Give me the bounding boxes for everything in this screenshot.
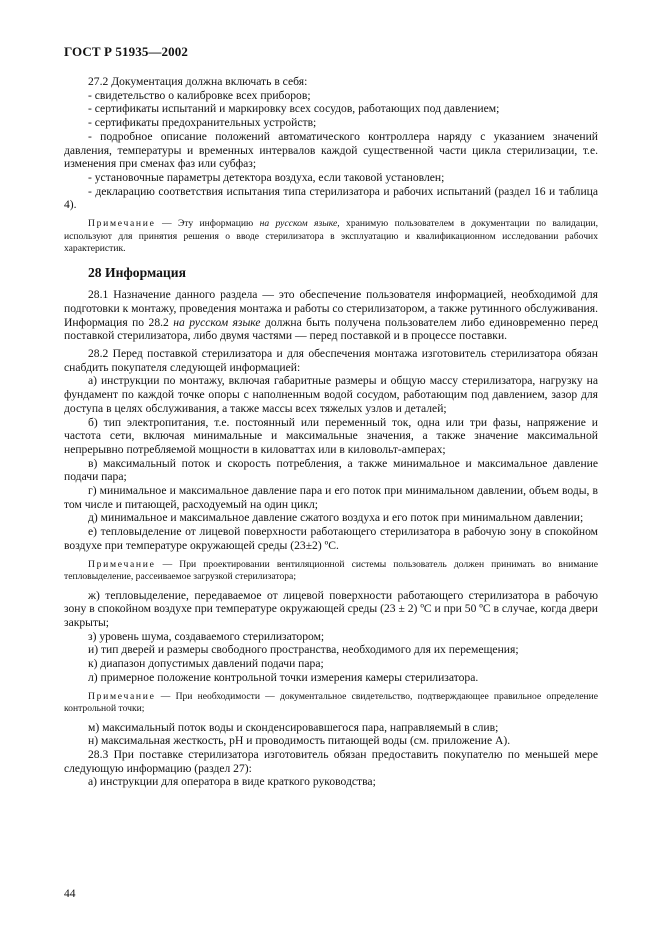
paragraph-27-2-intro: 27.2 Документация должна включать в себя: bbox=[88, 75, 308, 88]
note-text: При проектировании вентиляционной системы пользователь должен принимать во внимание тепловыделение, рассеиваемое загрузкой стерилизатора; bbox=[64, 558, 599, 583]
note-label: Примечание bbox=[88, 218, 156, 230]
paragraph-28-1-pre: 28.1 Назначение данного раздела — это обеспечение пользователя информацией, необходимой для подготовки к монтажу, проведения монтажа и работы со стерилизатором, а также рутинного обслуживания. Информация по 28.2 bbox=[64, 288, 598, 329]
note-27-2 bbox=[64, 218, 598, 256]
list-item: - сертификаты предохранительных устройств; bbox=[88, 116, 317, 130]
note-28-2-control-point bbox=[64, 691, 598, 716]
standard-header: ГОСТ Р 51935—2002 bbox=[64, 44, 188, 59]
list-item: е) тепловыделение от лицевой поверхности работающего стерилизатора в рабочую зону в спокойном воздухе при температуре окружающей среды (23±2) ºС. bbox=[64, 525, 598, 552]
note-label: Примечание bbox=[88, 558, 156, 570]
paragraph-28-1-post: должна быть получена пользователем либо единовременно перед поставкой стерилизатора, либо двумя частями — перед поставкой и в процессе поставки. bbox=[64, 315, 598, 343]
note-text: При необходимости — документальное свидетельство, подтверждающее правильное определение контрольной точки; bbox=[64, 690, 599, 715]
list-item: л) примерное положение контрольной точки измерения камеры стерилизатора. bbox=[88, 670, 479, 684]
note-text-italic: на русском языке, bbox=[259, 218, 340, 230]
page-body bbox=[64, 75, 598, 789]
list-item: - установочные параметры детектора воздуха, если таковой установлен; bbox=[88, 170, 445, 184]
list-item: д) минимальное и максимальное давление сжатого воздуха и его поток при минимальном давлении; bbox=[88, 511, 584, 525]
paragraph-28-3: 28.3 При поставке стерилизатора изготовитель обязан предоставить покупателю по меньшей мере следующую информацию (раздел 27): bbox=[64, 747, 598, 775]
list-item: к) диапазон допустимых давлений подачи пара; bbox=[88, 657, 324, 671]
list-item: ж) тепловыделение, передаваемое от лицевой поверхности работающего стерилизатора в рабочую зону в спокойном воздухе при температуре окружающей среды (23 ± 2) ºС и при 50 ºС в случае, когда двери закрыты; bbox=[64, 588, 598, 629]
paragraph-28-1-italic: на русском языке bbox=[173, 315, 261, 329]
list-item: з) уровень шума, создаваемого стерилизатором; bbox=[88, 629, 325, 643]
page-number: 44 bbox=[64, 888, 76, 900]
list-item: - свидетельство о калибровке всех приборов; bbox=[88, 88, 311, 102]
list-item: м) максимальный поток воды и сконденсировавшегося пара, направляемый в слив; bbox=[88, 720, 499, 734]
list-item: и) тип дверей и размеры свободного пространства, необходимого для их перемещения; bbox=[88, 643, 519, 657]
list-item: - сертификаты испытаний и маркировку всех сосудов, работающих под давлением; bbox=[88, 102, 500, 116]
list-item: б) тип электропитания, т.е. постоянный или переменный ток, одна или три фазы, напряжение и частота сети, включая минимальные и максимальные значения, а также значение максимальной непрерывно потребляемой мощности в киловаттах или в киловольт-амперах; bbox=[64, 415, 598, 456]
list-item: г) минимальное и максимальное давление пара и его поток при минимальном давлении, объем воды, в том числе и питающей, расходуемый на один цикл; bbox=[64, 484, 598, 511]
section-heading-28: 28 Информация bbox=[88, 264, 186, 280]
note-dash: — bbox=[155, 690, 176, 702]
paragraph-28-1 bbox=[64, 288, 598, 343]
list-item: - декларацию соответствия испытания типа стерилизатора и рабочих испытаний (раздел 16 и таблица 4). bbox=[64, 184, 598, 212]
list-item: а) инструкции для оператора в виде краткого руководства; bbox=[88, 775, 376, 789]
note-28-2-ventilation bbox=[64, 559, 598, 584]
note-dash: — bbox=[155, 558, 180, 570]
note-label: Примечание bbox=[88, 690, 156, 702]
list-item: в) максимальный поток и скорость потребления, а также минимальное и максимальное давление подачи пара; bbox=[64, 456, 598, 484]
paragraph-28-2: 28.2 Перед поставкой стерилизатора и для обеспечения монтажа изготовитель стерилизатора обязан снабдить покупателя следующей информацией: bbox=[64, 347, 598, 374]
note-text-post: хранимую пользователем в документации по валидации, используют для принятия решения о вводе стерилизатора в эксплуатацию и квалификационном исследовании рабочих характеристик. bbox=[64, 218, 598, 255]
note-text-pre: Эту информацию bbox=[177, 218, 260, 230]
note-dash: — bbox=[155, 218, 178, 230]
list-item: н) максимальная жесткость, pH и проводимость питающей воды (см. приложение А). bbox=[88, 734, 511, 748]
list-item: а) инструкции по монтажу, включая габаритные размеры и общую массу стерилизатора, нагрузку на фундамент по каждой точке опоры с наполненным водой сосудом, работающим под давлением, зазор для доступа в целях обслуживания, а также массы всех тяжелых узлов и деталей; bbox=[64, 374, 598, 415]
list-item: - подробное описание положений автоматического контроллера наряду с указанием значений давления, температуры и временных интервалов каждой существенной части цикла стерилизации, т.е. изменения при сменах фаз или субфаз; bbox=[64, 129, 598, 171]
